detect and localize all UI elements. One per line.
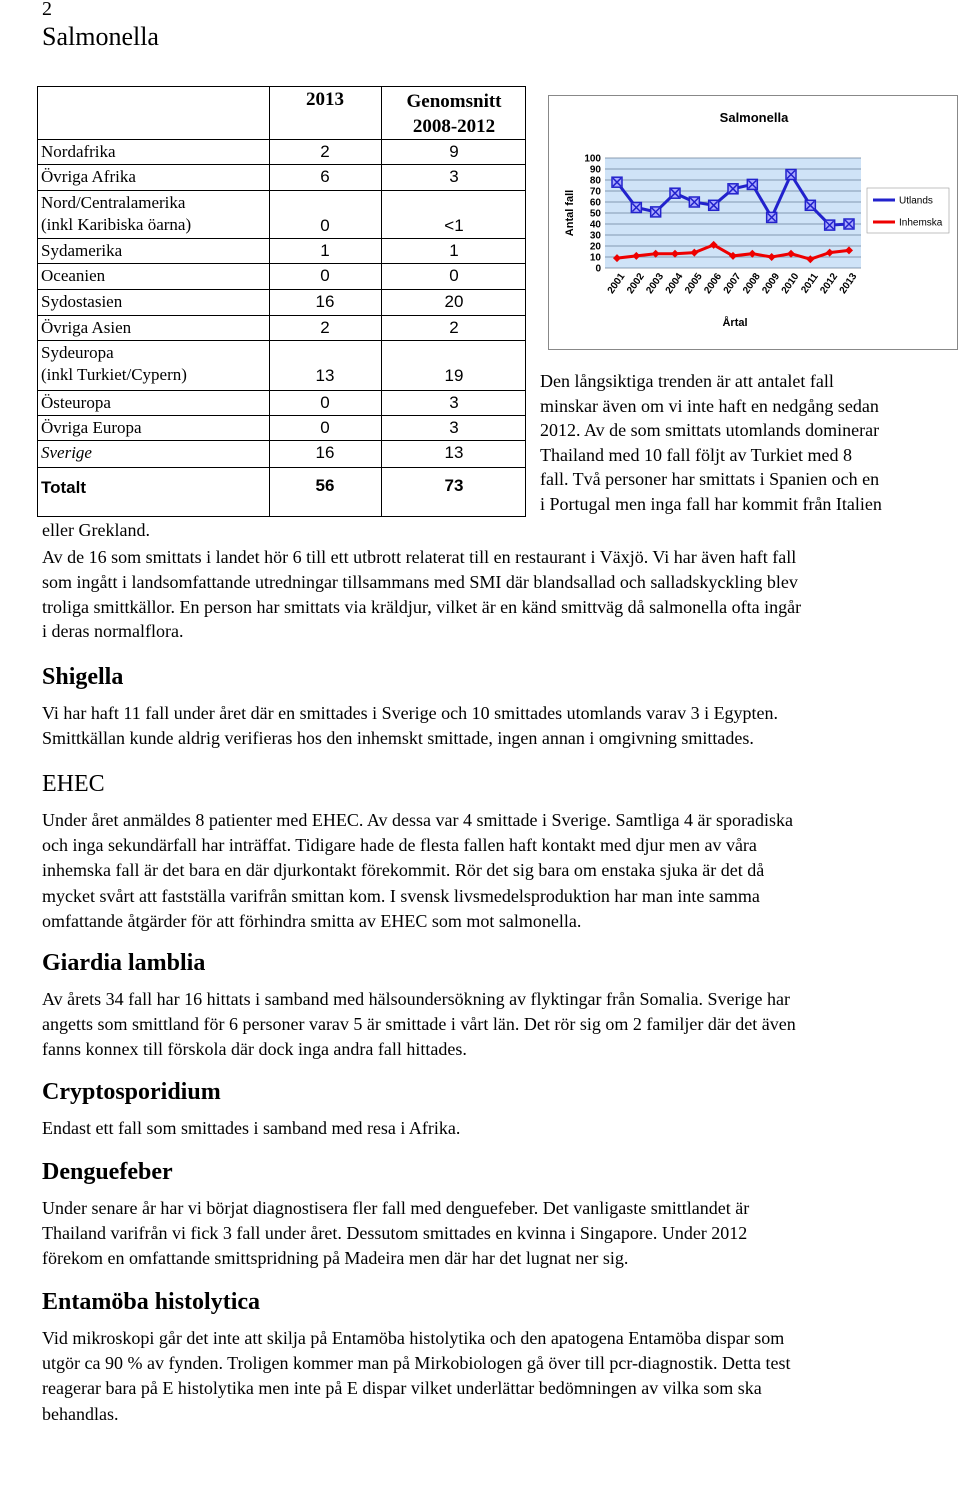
table-row-label-text: Totalt	[41, 478, 87, 497]
x-tick-label: 2012	[818, 271, 841, 296]
table-row	[38, 315, 525, 340]
table-cell-2013: 2	[320, 142, 330, 161]
y-tick-label: 0	[595, 263, 601, 275]
table-cell-average: 1	[449, 241, 459, 260]
y-tick-label: 40	[589, 219, 601, 231]
table-divider	[269, 87, 270, 516]
text-line: Thailand med 10 fall följt av Turkiet med 8	[540, 444, 852, 465]
section-heading-entam-ba-histolytica: Entamöba histolytica	[42, 1289, 261, 1315]
section-heading-cryptosporidium: Cryptosporidium	[42, 1079, 221, 1105]
x-axis-label: Årtal	[722, 317, 748, 329]
text-line: fanns konnex till förskola där dock inga andra fall hittades.	[42, 1039, 467, 1060]
x-tick-label: 2010	[779, 271, 802, 296]
table-cell-average: 73	[444, 476, 464, 495]
table-cell-average: 2	[449, 318, 459, 337]
page-title: Salmonella	[42, 22, 159, 51]
table-cell-average: 13	[444, 443, 464, 462]
table-row	[38, 238, 525, 263]
table-row-label	[41, 141, 116, 163]
y-tick-label: 100	[584, 153, 601, 165]
legend-label: Utlands	[899, 195, 933, 207]
table-header-average-text: Genomsnitt 2008-2012	[406, 91, 502, 137]
table-divider	[381, 87, 382, 516]
table-row-label-text: Övriga Afrika	[41, 167, 136, 186]
text-line: Under året anmäldes 8 patienter med EHEC. Av dessa var 4 smittade i Sverige. Samtliga 4 är sporadiska	[42, 810, 793, 830]
table-cell-average: 9	[449, 142, 459, 161]
table-cell-average: 3	[449, 418, 459, 437]
table-row-label-text: Övriga Asien	[41, 318, 132, 337]
table-row	[38, 164, 525, 190]
table-row-label-text: Östeuropa	[41, 393, 111, 412]
x-tick-label: 2013	[837, 271, 860, 296]
y-tick-label: 60	[589, 197, 601, 209]
table-row	[38, 415, 525, 440]
table-row-label	[41, 342, 187, 386]
table-row-label	[41, 417, 142, 439]
text-line: behandlas.	[42, 1403, 119, 1424]
x-tick-label: 2008	[741, 271, 763, 296]
table-row	[38, 263, 525, 289]
x-tick-label: 2006	[702, 271, 725, 296]
table-row-label	[41, 166, 136, 188]
table-cell-2013: 56	[315, 476, 335, 495]
table-row	[38, 440, 525, 467]
table-cell-2013: 13	[315, 366, 335, 385]
y-tick-label: 20	[589, 241, 601, 253]
table-header-average	[382, 89, 526, 139]
text-line: förekom en omfattande smittspridning på Madeira men där har det lugnat ner sig.	[42, 1248, 629, 1269]
table-cell-2013: 0	[320, 266, 330, 285]
text-line: Den långsiktiga trenden är att antalet fall	[540, 371, 834, 391]
table-cell-average: 3	[449, 393, 459, 412]
x-tick-label: 2002	[625, 271, 647, 296]
y-tick-label: 90	[589, 164, 601, 176]
table-cell-2013: 1	[320, 241, 330, 260]
table-row-label-text: Sydamerika	[41, 241, 123, 260]
table-row-label	[41, 317, 131, 339]
table-row-label-text: Sverige	[41, 443, 92, 462]
table-row-label	[41, 392, 111, 414]
section-heading-ehec: EHEC	[42, 771, 105, 797]
x-tick-label: 2001	[605, 271, 628, 296]
table-row	[38, 467, 525, 516]
text-line: Vid mikroskopi går det inte att skilja på Entamöba histolytika och den apatogena Entamöba dispar som	[42, 1328, 785, 1348]
table-row-label	[41, 265, 105, 287]
table-row-label-text: Nord/Centralamerika	[41, 193, 186, 212]
table-row	[38, 139, 525, 164]
text-line: inhemska fall är det bara en där djurkontakt förekommit. Rör det sig bara om enstaka sjuka är det då	[42, 860, 765, 881]
table-row-label	[41, 192, 191, 236]
table-row-label-text2: (inkl Turkiet/Cypern)	[41, 365, 187, 384]
text-line: och inga sekundärfall har inträffat. Tidigare hade de flesta fallen haft kontakt med djur men av våra	[42, 835, 757, 856]
table-cell-average: 19	[444, 366, 464, 385]
text-line: Av de 16 som smittats i landet hör 6 till ett utbrott relaterat till en restaurant i Växjö. Vi har även haft fall	[42, 547, 797, 567]
y-tick-label: 10	[589, 252, 601, 264]
table-row-label-text: Sydostasien	[41, 292, 123, 311]
text-line: reagerar bara på E histolytika men inte på E dispar vilket underlättar bedömningen av vilka som ska	[42, 1378, 762, 1399]
table-cell-average: 0	[449, 266, 459, 285]
chart-title: Salmonella	[719, 110, 789, 125]
x-tick-label: 2009	[760, 271, 783, 296]
section-heading-giardia-lamblia: Giardia lamblia	[42, 950, 206, 976]
section-heading-shigella: Shigella	[42, 664, 124, 690]
y-tick-label: 50	[589, 208, 601, 220]
y-axis-label: Antal fall	[564, 189, 576, 237]
x-tick-label: 2005	[683, 271, 705, 296]
table-row	[38, 390, 525, 415]
chart-svg	[549, 96, 957, 349]
table-row-label	[41, 240, 122, 262]
table-cell-2013: 6	[320, 167, 330, 186]
table-row-label-text: Sydeuropa	[41, 343, 114, 362]
table-cell-average: 3	[449, 167, 459, 186]
table-row-label-text: Oceanien	[41, 266, 106, 285]
table-cell-2013: 0	[320, 216, 330, 235]
text-line: Av årets 34 fall har 16 hittats i samband med hälsoundersökning av flyktingar från Somalia. Sverige har	[42, 989, 790, 1009]
table-row-label-text2: (inkl Karibiska öarna)	[41, 215, 192, 234]
salmonella-table	[37, 86, 526, 517]
text-line: minskar även om vi inte haft en nedgång sedan	[540, 395, 879, 416]
text-line: Vi har haft 11 fall under året där en smittades i Sverige och 10 smittades utomlands varav 3 i Egypten.	[42, 703, 779, 723]
text-line: Thailand varifrån vi fick 3 fall under året. Dessutom smittades en kvinna i Singapore. Under 2012	[42, 1223, 748, 1244]
table-cell-2013: 2	[320, 318, 330, 337]
text-line: angetts som smittland för 6 personer varav 5 är smittade i vårt län. Det rör sig om 2 familjer där det även	[42, 1014, 796, 1035]
table-cell-2013: 16	[315, 292, 335, 311]
table-row-label	[41, 291, 122, 313]
text-line: i deras normalflora.	[42, 621, 184, 642]
table-row-label	[41, 477, 86, 499]
text-line: omfattande åtgärder för att förhindra smitta av EHEC som mot salmonella.	[42, 910, 582, 931]
paragraph-continuation: eller Grekland.	[42, 520, 150, 540]
table-row-label	[41, 442, 92, 464]
x-tick-label: 2004	[663, 271, 686, 296]
x-tick-label: 2011	[799, 271, 821, 296]
table-cell-average: <1	[444, 216, 464, 235]
text-line: i Portugal men inga fall har kommit från Italien	[540, 494, 882, 514]
text-line: som ingått i landsomfattande utredningar tillsammans med SMI där blandsallad och salladskyckling blev	[42, 571, 798, 592]
section-heading-denguefeber: Denguefeber	[42, 1159, 173, 1185]
page-number: 2	[42, 0, 52, 20]
table-row	[38, 289, 525, 315]
table-cell-2013: 0	[320, 418, 330, 437]
table-cell-average: 20	[444, 292, 464, 311]
x-tick-label: 2003	[644, 271, 667, 296]
legend-label: Inhemska	[899, 217, 943, 229]
x-tick-label: 2007	[721, 271, 744, 296]
table-cell-2013: 16	[315, 443, 335, 462]
text-line: Smittkällan kunde aldrig verifieras hos den inhemskt smittade, ingen annan i omgivning smittades.	[42, 728, 754, 749]
text-line: utgör ca 90 % av fynden. Troligen kommer man på Mirkobiologen gå över till pcr-diagnostik. Detta test	[42, 1353, 791, 1374]
y-tick-label: 80	[589, 175, 601, 187]
y-tick-label: 30	[589, 230, 601, 242]
text-line: 2012. Av de som smittats utomlands dominerar	[540, 420, 880, 441]
table-cell-2013: 0	[320, 393, 330, 412]
table-row	[38, 340, 525, 390]
table-row-label-text: Nordafrika	[41, 142, 116, 161]
y-tick-label: 70	[589, 186, 601, 198]
table-row	[38, 190, 525, 238]
text-line: troliga smittkällor. En person har smittats via kräldjur, vilket är en känd smittväg då salmonella ofta ingår	[42, 596, 802, 617]
text-line: Under senare år har vi börjat diagnostisera fler fall med denguefeber. Det vanligaste smittlandet är	[42, 1198, 750, 1218]
salmonella-chart	[548, 95, 958, 350]
text-line: fall. Två personer har smittats i Spanien och en	[540, 469, 880, 490]
text-line: mycket svårt att fastställa varifrån smittan kom. I svensk livsmedelsproduktion har man inte samma	[42, 885, 760, 906]
table-row-label-text: Övriga Europa	[41, 418, 142, 437]
text-line: Endast ett fall som smittades i samband med resa i Afrika.	[42, 1118, 461, 1138]
table-header-year: 2013	[306, 89, 344, 110]
